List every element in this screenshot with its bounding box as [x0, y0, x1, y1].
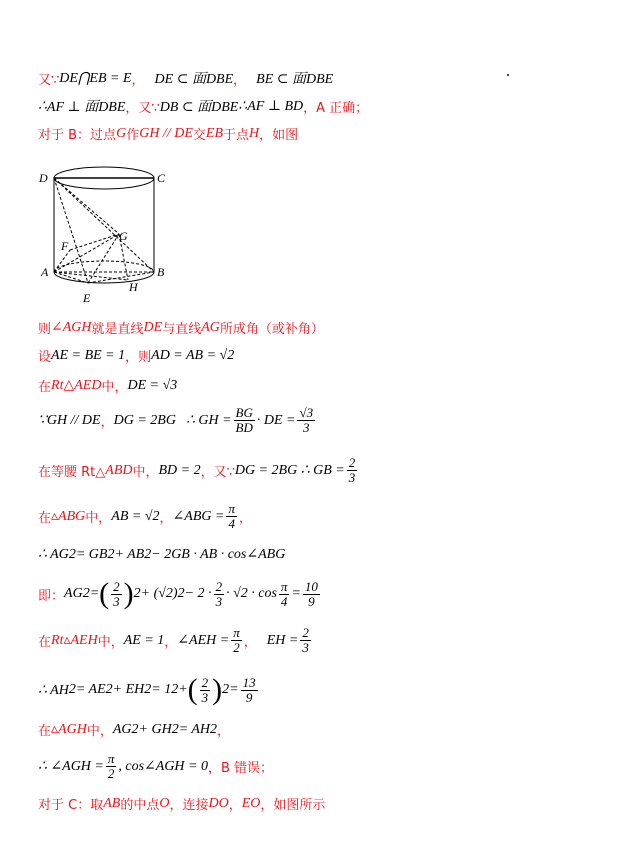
line-11: 即： AG 2 = ( $\frac{2}{3}$ ) 2 + (√2) 2 − 2 · $\frac{2}{3}$ · √2 · cos $\frac{\pi}{4}$ = $\frac{10}{9}$ [38, 577, 318, 610]
line-16: 对于 C：取 AB 的中点 O ，连接 DO ， EO ，如图所示 [38, 795, 326, 813]
line-7: ∵ GH // DE ， DG = 2BG ∴ GH = $\frac{BG}{BD}$ · DE = $\frac{√3}{3}$ [38, 405, 314, 435]
line-1: 又∵ DE⋂EB = E ， DE ⊂ 面DBE ， BE ⊂ 面DBE [38, 70, 334, 88]
line-2: ∴ AF ⊥ 面DBE ，又∵ DB ⊂ 面DBE ∴ AF ⊥ BD ，A 正确； [38, 98, 369, 116]
line-13: ∴ AH 2 = AE 2 + EH 2 = 1 2 + ( $\frac{2}{3}$ ) 2 = $\frac{13}{9}$ [38, 673, 256, 706]
frac-2-3-b: $\frac{2}{3}$ [215, 578, 223, 609]
line-5: 设 AE = BE = 1 ，则 AD = AB = √2 [38, 347, 235, 365]
frac-2-3-d: $\frac{2}{3}$ [201, 674, 209, 705]
label-G: G [119, 229, 128, 243]
line-4: 则 ∠AGH 就是直线 DE 与直线 AG 所成角（或补角） [38, 319, 324, 337]
label-B: B [157, 265, 165, 279]
label-H: H [129, 280, 138, 294]
line-10: ∴ AG 2 = GB 2 + AB 2 − 2GB · AB · cos∠ABG [38, 546, 286, 562]
frac-pi-2-b: $\frac{\pi}{2}$ [107, 751, 115, 781]
cylinder-figure [36, 162, 176, 310]
line-12: 在 Rt▵AEH 中， AE = 1 ， ∠AEH = $\frac{\pi}{2}$ ， EH = $\frac{2}{3}$ [38, 625, 309, 655]
line-3: 对于 B：过点 G 作 GH // DE 交 EB 于点 H ，如图 [38, 125, 299, 143]
label-C: C [157, 171, 166, 185]
frac-10-9: $\frac{10}{9}$ [304, 578, 318, 609]
label-D: D [39, 171, 48, 185]
frac-2-3-c: $\frac{2}{3}$ [302, 625, 309, 655]
frac-root3-3: $\frac{√3}{3}$ [299, 405, 314, 435]
line-15: ∴ ∠AGH = $\frac{\pi}{2}$ , cos∠AGH = 0 ，B 错误； [38, 751, 274, 781]
frac-bg-bd: $\frac{BG}{BD}$ [235, 405, 253, 435]
frac-2-3: $\frac{2}{3}$ [348, 455, 356, 485]
frac-pi-4-b: $\frac{\pi}{4}$ [280, 578, 288, 609]
frac-13-9: $\frac{13}{9}$ [242, 674, 256, 705]
label-F: F [61, 239, 69, 253]
frac-pi-2: $\frac{\pi}{2}$ [233, 625, 240, 655]
line-8: 在等腰 Rt△ ABD 中， BD = 2 ，又∵ DG = 2BG ∴ GB = $\frac{2}{3}$ [38, 455, 356, 485]
line-14: 在 ▵AGH 中， AG 2 + GH 2 = AH 2 ， [38, 721, 231, 739]
frac-2-3-a: $\frac{2}{3}$ [113, 578, 120, 609]
line-9: 在 ▵ABG 中， AB = √2 ， ∠ABG = $\frac{\pi}{4}$ ， [38, 501, 252, 531]
label-A: A [41, 265, 49, 279]
frac-pi-4: $\frac{\pi}{4}$ [228, 501, 235, 531]
stray-dot [507, 74, 509, 76]
line-6: 在 Rt△AED 中， DE = √3 [38, 377, 178, 395]
label-E: E [83, 291, 91, 305]
